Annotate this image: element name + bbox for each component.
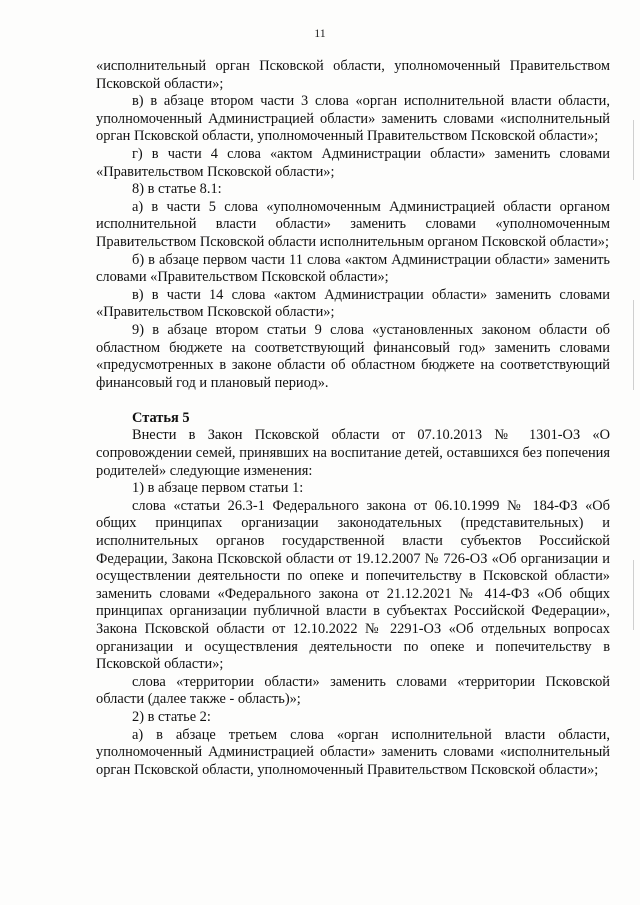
paragraph: б) в абзаце первом части 11 слова «актом Администрации области» заменить словами «Правительством Псковской области»; [96, 251, 610, 286]
paragraph: а) в абзаце третьем слова «орган исполнительной власти области, уполномоченный Администрацией области» заменить словами «исполнительный орган Псковской области, уполномоченный Правительством Псковской области»; [96, 726, 610, 778]
paragraph: в) в абзаце втором части 3 слова «орган исполнительной власти области, уполномоченный Администрацией области» заменить словами «исполнительный орган Псковской области, уполномоченный Правительством Псковской области»; [96, 93, 610, 145]
paragraph: 1) в абзаце первом статьи 1: [132, 480, 304, 497]
paragraph: слова «статьи 26.3-1 Федерального закона от 06.10.1999 № 184-ФЗ «Об общих принципах организации законодательных (представительных) и исполнительных органов государственной власти субъектов Российской Федерации, Закона Псковской области от 19.12.2007 № 726-ОЗ «Об организации и осуществлении деятельности по опеке и попечительству в Псковской области» заменить словами «Федерального закона от 21.12.2021 № 414-ФЗ «Об общих принципах организации публичной власти в субъектах Российской Федерации», Закона Псковской области от 12.10.2022 № 2291-ОЗ «Об отдельных вопросах организации и осуществления деятельности по опеке и попечительству в Псковской области»; [96, 497, 610, 673]
paragraph: 9) в абзаце втором статьи 9 слова «установленных законом области об областном бюджете на соответствующий финансовый год» заменить словами «предусмотренных в законе области об областном бюджете на соответствующий финансовый год и плановый период». [96, 321, 610, 391]
paragraph: слова «территории области» заменить словами «территории Псковской области (далее также - область)»; [96, 673, 610, 708]
article-title: Статья 5 [132, 409, 190, 426]
document-body [96, 58, 610, 779]
paragraph: 8) в статье 8.1: [132, 181, 222, 198]
paragraph: 2) в статье 2: [132, 708, 211, 725]
paragraph: г) в части 4 слова «актом Администрации области» заменить словами «Правительством Псковской области»; [96, 145, 610, 180]
scan-edge-mark [633, 120, 634, 180]
paragraph: Внести в Закон Псковской области от 07.10.2013 № 1301-ОЗ «О сопровождении семей, принявших на воспитание детей, оставшихся без попечения родителей» следующие изменения: [96, 427, 610, 479]
page-number: 11 [314, 26, 326, 40]
scan-edge-mark [633, 300, 634, 390]
paragraph: в) в части 14 слова «актом Администрации области» заменить словами «Правительством Псковской области»; [96, 286, 610, 321]
paragraph: а) в части 5 слова «уполномоченным Администрацией области органом исполнительной власти области» заменить словами «уполномоченным Правительством Псковской области исполнительным органом Псковской области»; [96, 198, 610, 250]
paragraph: «исполнительный орган Псковской области, уполномоченный Правительством Псковской области»; [96, 58, 610, 92]
scan-edge-mark [633, 560, 634, 630]
